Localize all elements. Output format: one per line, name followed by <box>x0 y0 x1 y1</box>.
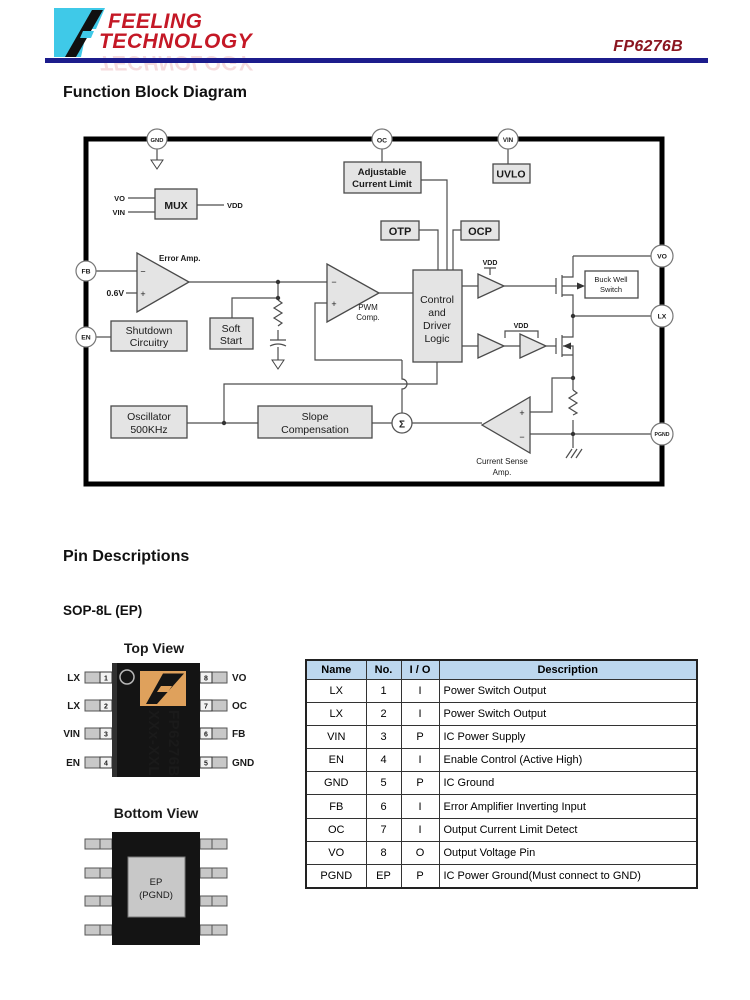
table-row <box>306 702 697 725</box>
sigma-label: Σ <box>398 419 406 431</box>
pin-en-label: EN <box>81 334 91 342</box>
cell-io: P <box>401 772 439 795</box>
bottom-view-title: Bottom View <box>113 805 199 821</box>
cell-description: Error Amplifier Inverting Input <box>439 795 697 818</box>
pwm-plus: + <box>331 299 337 309</box>
ref-0v6-label: 0.6V <box>106 288 124 298</box>
cell-name: VIN <box>306 725 366 748</box>
pin-number: 5 <box>204 760 208 768</box>
cell-io: I <box>401 702 439 725</box>
table-header-row <box>306 660 697 679</box>
pin-label: GND <box>232 758 255 769</box>
driver-buffer-low2 <box>520 334 546 358</box>
col-header-name: Name <box>306 660 366 679</box>
shutdown-label-1: Shutdown <box>125 325 173 337</box>
ocp-label: OCP <box>468 226 492 238</box>
pin-row-left-1 <box>67 672 112 684</box>
osc-label-1: Oscillator <box>127 411 171 423</box>
pin-row-right-1 <box>200 672 247 684</box>
uvlo-label: UVLO <box>496 168 526 181</box>
vdd-top-driver-label: VDD <box>482 260 498 267</box>
col-header-io: I / O <box>401 660 439 679</box>
soft-start-label-2: Start <box>219 335 243 347</box>
col-header-description: Description <box>439 660 697 679</box>
pin-label: OC <box>232 701 247 712</box>
pin-label: LX <box>67 701 80 712</box>
ctrl-label-3: Driver <box>423 320 451 332</box>
pin-row-left-2 <box>67 700 112 712</box>
pin-vo-label: VO <box>657 253 667 261</box>
ep-label-1: EP <box>149 877 163 888</box>
csa-minus: − <box>519 432 525 442</box>
package-top-view <box>50 636 290 786</box>
pin-row-right-3 <box>200 728 245 740</box>
cell-no: 2 <box>366 702 401 725</box>
shutdown-label-2: Circuitry <box>129 337 169 349</box>
gnd-arrow-icon <box>151 160 163 169</box>
ctrl-label-2: and <box>428 307 446 319</box>
adj-label-1: Adjustable <box>357 167 407 178</box>
pin-label: VIN <box>63 729 80 740</box>
cell-description: Enable Control (Active High) <box>439 749 697 772</box>
table-row <box>306 795 697 818</box>
cell-description: Power Switch Output <box>439 702 697 725</box>
cell-io: I <box>401 818 439 841</box>
function-block-diagram <box>40 120 700 495</box>
cell-no: 6 <box>366 795 401 818</box>
header-rule <box>45 58 708 63</box>
cell-io: I <box>401 795 439 818</box>
section-title-pin-descriptions: Pin Descriptions <box>63 548 190 565</box>
csa-plus: + <box>519 408 525 418</box>
pin-vin-label: VIN <box>502 137 514 144</box>
table-row <box>306 679 697 702</box>
mux-out-vdd-label: VDD <box>227 201 243 210</box>
slope-label-1: Slope <box>301 411 329 423</box>
pin-lx-label: LX <box>657 313 667 321</box>
table-row <box>306 749 697 772</box>
cell-description: IC Power Supply <box>439 725 697 748</box>
pin-row-left-3 <box>63 728 112 740</box>
csa-label-1: Current Sense <box>476 457 528 466</box>
cell-io: I <box>401 679 439 702</box>
cell-io: P <box>401 865 439 888</box>
pin-fb-label: FB <box>81 268 91 276</box>
ep-label-2: (PGND) <box>139 890 173 901</box>
cell-name: FB <box>306 795 366 818</box>
soft-start-label-1: Soft <box>221 323 241 335</box>
cell-description: Output Voltage Pin <box>439 841 697 864</box>
diagram-block-labels <box>126 167 628 477</box>
cell-name: VO <box>306 841 366 864</box>
pwm-label-2: Comp. <box>356 313 380 322</box>
cell-no: 3 <box>366 725 401 748</box>
package-bottom-view <box>50 798 290 953</box>
cell-no: EP <box>366 865 401 888</box>
ctrl-label-4: Logic <box>424 333 450 345</box>
brand-line2: TECHNOLOGY <box>99 30 253 53</box>
package-bevel <box>112 663 117 777</box>
pin-number: 7 <box>204 703 208 711</box>
cell-description: Power Switch Output <box>439 679 697 702</box>
cell-name: LX <box>306 702 366 725</box>
cell-name: GND <box>306 772 366 795</box>
pin-row-left-4 <box>66 757 112 769</box>
pin-label: VO <box>232 673 247 684</box>
table-row <box>306 865 697 888</box>
table-row <box>306 818 697 841</box>
pin-description-table <box>305 659 698 889</box>
erramp-minus: − <box>140 266 146 277</box>
cell-name: OC <box>306 818 366 841</box>
package-type-title: SOP-8L (EP) <box>63 603 143 618</box>
pin-row-right-2 <box>200 700 247 712</box>
pin-gnd-label: GND <box>150 138 164 144</box>
erramp-plus: + <box>140 289 146 299</box>
mux-in-vin-label: VIN <box>112 208 125 217</box>
cell-io: P <box>401 725 439 748</box>
cell-description: Output Current Limit Detect <box>439 818 697 841</box>
pin-pgnd-label: PGND <box>654 432 670 439</box>
pin-number: 4 <box>104 760 108 768</box>
pin-number: 2 <box>104 703 108 711</box>
mosfet-arrow-right-icon <box>577 283 585 290</box>
pin-oc-label: OC <box>376 137 388 145</box>
pwm-minus: − <box>331 277 337 287</box>
col-header-no: No. <box>366 660 401 679</box>
mosfet-arrow-left-icon <box>563 343 571 350</box>
part-number: FP6276B <box>613 38 683 55</box>
driver-buffer-low1 <box>478 334 504 358</box>
table-row <box>306 725 697 748</box>
cell-io: O <box>401 841 439 864</box>
ctrl-label-1: Control <box>420 294 454 306</box>
comp-gnd-arrow-icon <box>272 360 284 369</box>
pin-label: LX <box>67 673 80 684</box>
package-marking-1: FP6276B <box>165 710 182 777</box>
cell-no: 7 <box>366 818 401 841</box>
pin-number: 8 <box>204 675 208 683</box>
csa-label-2: Amp. <box>492 468 512 477</box>
pin-label: EN <box>66 758 80 769</box>
package-marking-2: XXx-XXL <box>145 710 162 777</box>
driver-buffer-top <box>478 274 504 298</box>
vdd-low-driver-label: VDD <box>513 323 529 330</box>
cell-no: 1 <box>366 679 401 702</box>
cell-name: EN <box>306 749 366 772</box>
cell-description: IC Power Ground(Must connect to GND) <box>439 865 697 888</box>
table-row <box>306 841 697 864</box>
pin-row-right-4 <box>200 757 254 769</box>
pwm-label-1: PWM <box>358 303 378 312</box>
pin-number: 3 <box>104 731 108 739</box>
section-title-function-block-diagram: Function Block Diagram <box>63 84 248 101</box>
mux-in-vo-label: VO <box>114 194 125 203</box>
top-view-title: Top View <box>123 640 185 656</box>
buck-label-1: Buck Well <box>594 275 628 284</box>
slope-label-2: Compensation <box>281 424 349 436</box>
pin-number: 6 <box>204 731 208 739</box>
cell-no: 4 <box>366 749 401 772</box>
error-amp-label: Error Amp. <box>159 254 201 263</box>
buck-label-2: Switch <box>599 285 623 294</box>
adj-label-2: Current Limit <box>352 179 412 190</box>
table-row <box>306 772 697 795</box>
cell-no: 8 <box>366 841 401 864</box>
cell-io: I <box>401 749 439 772</box>
current-sense-amp-triangle <box>482 397 530 453</box>
mux-label: MUX <box>164 200 188 212</box>
cell-name: LX <box>306 679 366 702</box>
otp-label: OTP <box>388 226 412 238</box>
cell-no: 5 <box>366 772 401 795</box>
pin-number: 1 <box>104 675 108 683</box>
brand-line1: FEELING <box>108 10 203 33</box>
cell-description: IC Ground <box>439 772 697 795</box>
pin-label: FB <box>232 729 246 740</box>
cell-name: PGND <box>306 865 366 888</box>
osc-label-2: 500KHz <box>130 424 168 436</box>
